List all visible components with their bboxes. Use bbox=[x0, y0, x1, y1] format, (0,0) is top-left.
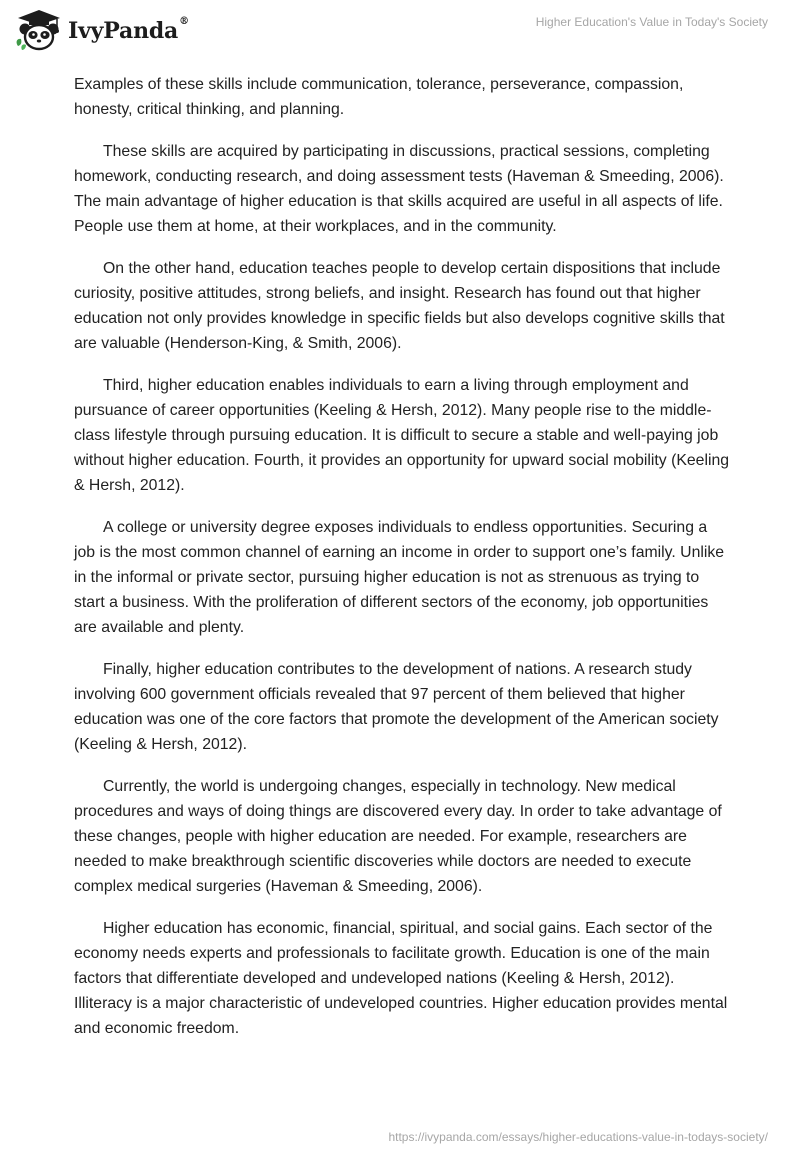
essay-body bbox=[74, 72, 730, 1058]
paragraph: Finally, higher education contributes to the development of nations. A research study involving 600 government officials revealed that 97 percent of them believed that higher education was one of the core factors that promote the development of the American society (Keeling & Hersh, 2012). bbox=[74, 661, 719, 753]
source-url[interactable]: https://ivypanda.com/essays/higher-educations-value-in-todays-society/ bbox=[388, 1130, 768, 1144]
paragraph: Higher education has economic, financial, spiritual, and social gains. Each sector of the economy needs experts and professionals to facilitate growth. Education is one of the main factors that differentiate developed and undeveloped nations (Keeling & Hersh, 2012). Illiteracy is a major characteristic of undeveloped countries. Higher education provides mental and economic freedom. bbox=[74, 920, 728, 1037]
paragraph: Examples of these skills include communication, tolerance, perseverance, compassion, honesty, critical thinking, and planning. bbox=[74, 76, 684, 118]
document-title: Higher Education's Value in Today's Society bbox=[535, 15, 768, 29]
page-header bbox=[0, 0, 800, 60]
ivypanda-logo[interactable] bbox=[14, 8, 189, 52]
paragraph: These skills are acquired by participating in discussions, practical sessions, completing homework, conducting research, and doing assessment tests (Haveman & Smeeding, 2006). The main advantage of higher education is that skills acquired are useful in all aspects of life. People use them at home, at their workplaces, and in the community. bbox=[74, 143, 724, 235]
paragraph: On the other hand, education teaches people to develop certain dispositions that include curiosity, positive attitudes, strong beliefs, and insight. Research has found out that higher education not only provides knowledge in specific fields but also develops cognitive skills that are valuable (Henderson-King, & Smith, 2006). bbox=[74, 260, 725, 352]
paragraph: Third, higher education enables individuals to earn a living through employment and pursuance of career opportunities (Keeling & Hersh, 2012). Many people rise to the middle-class lifestyle through pursuing education. It is difficult to secure a stable and well-paying job without higher education. Fourth, it provides an opportunity for upward social mobility (Keeling & Hersh, 2012). bbox=[74, 377, 730, 494]
logo-wordmark: IvyPanda® bbox=[68, 16, 189, 44]
panda-graduate-icon bbox=[14, 8, 64, 52]
paragraph: Currently, the world is undergoing changes, especially in technology. New medical procedures and ways of doing things are discovered every day. In order to take advantage of these changes, people with higher education are needed. For example, researchers are needed to make breakthrough scientific discoveries while doctors are needed to execute complex medical surgeries (Haveman & Smeeding, 2006). bbox=[74, 778, 722, 895]
paragraph: A college or university degree exposes individuals to endless opportunities. Securing a job is the most common channel of earning an income in order to support one’s family. Unlike in the informal or private sector, pursuing higher education is not as strenuous as trying to start a business. With the proliferation of different sectors of the economy, job opportunities are available and plenty. bbox=[74, 519, 725, 636]
